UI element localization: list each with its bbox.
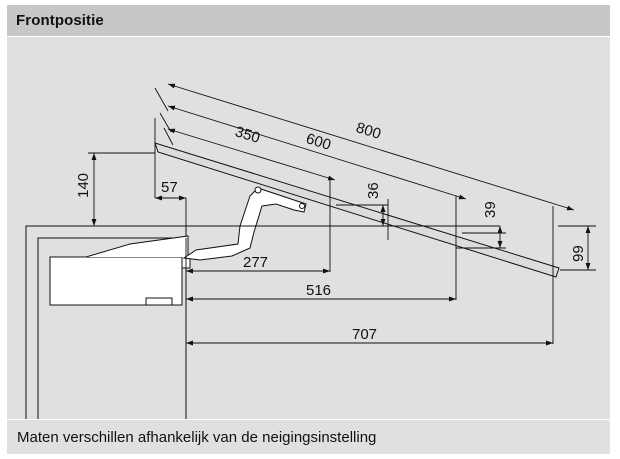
dim-label-39: 39 [482,201,499,218]
panel-title: Frontpositie [16,12,104,29]
dim-label-707: 707 [352,326,378,343]
dim-label-140: 140 [75,172,92,198]
extension-lines [88,88,596,344]
dim-label-350: 350 [232,123,262,147]
dim-label-600: 600 [303,130,333,154]
dim-label-800: 800 [353,119,383,143]
dim-label-516: 516 [306,282,332,299]
dim-label-99: 99 [570,245,587,262]
dim-label-57: 57 [161,179,178,196]
lift-arm [184,187,306,260]
footer-note: Maten verschillen afhankelijk van de neigingsinstelling [17,429,377,446]
lift-mechanism [50,236,190,305]
dim-label-277: 277 [243,254,269,271]
dim-label-36: 36 [365,182,382,199]
dim-line-600 [168,106,466,199]
